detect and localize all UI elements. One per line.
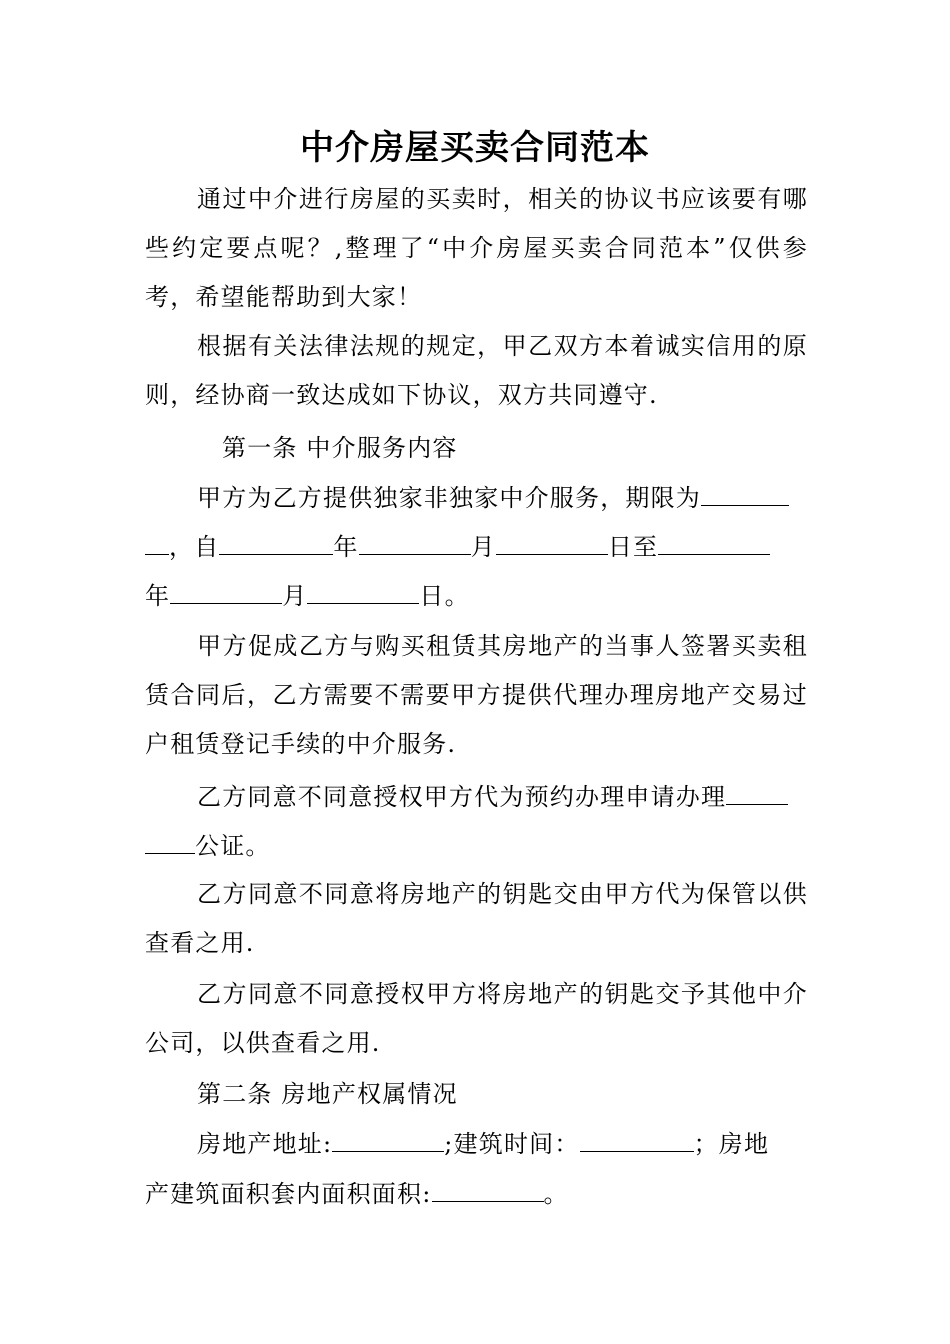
area-blank bbox=[432, 1171, 544, 1202]
article-2-line-2 bbox=[145, 1170, 808, 1219]
notary-prefix: 乙方同意不同意授权甲方代为预约办理申请办理 bbox=[197, 783, 727, 811]
article-1-term-line-1 bbox=[145, 474, 808, 523]
term-prefix: 甲方为乙方提供独家非独家中介服务，期限为 bbox=[197, 484, 701, 512]
article-1-term-line-3 bbox=[145, 572, 808, 621]
start-day-blank bbox=[496, 524, 608, 555]
article-1-paragraph-5: 乙方同意不同意授权甲方将房地产的钥匙交予其他中介公司，以供查看之用. bbox=[145, 980, 808, 1057]
notary-suffix: 公证。 bbox=[195, 832, 271, 860]
end-day-blank bbox=[307, 573, 419, 604]
article-1-paragraph-2: 甲方促成乙方与购买租赁其房地产的当事人签署买卖租赁合同后，乙方需要不需要甲方提供代理办理房地产交易过户租赁登记手续的中介服务. bbox=[145, 632, 808, 758]
article-2-heading: 第二条 房地产权属情况 bbox=[197, 1080, 458, 1108]
end-year-label: 年 bbox=[145, 582, 171, 610]
document-title: 中介房屋买卖合同范本 bbox=[300, 128, 650, 168]
term-comma-from: ，自 bbox=[169, 533, 220, 561]
address-label: 房地产地址: bbox=[197, 1130, 333, 1158]
article-1-notary-line-1 bbox=[145, 773, 808, 822]
term-blank bbox=[701, 475, 789, 506]
end-day-label: 日。 bbox=[419, 582, 470, 610]
article-2-line-1 bbox=[145, 1120, 808, 1169]
start-month-blank bbox=[359, 524, 471, 555]
end-year-blank bbox=[658, 524, 770, 555]
year-label: 年 bbox=[333, 533, 359, 561]
article-1-notary-line-2 bbox=[145, 822, 808, 871]
area-end: 。 bbox=[543, 1180, 569, 1208]
build-time-blank bbox=[580, 1121, 694, 1152]
area-label: 产建筑面积套内面积面积: bbox=[145, 1180, 432, 1208]
intro-paragraph: 通过中介进行房屋的买卖时，相关的协议书应该要有哪些约定要点呢？,整理了“中介房屋买卖合同范本”仅供参考，希望能帮助到大家！ bbox=[145, 185, 808, 311]
area-label-start: ；房地 bbox=[693, 1130, 770, 1158]
preamble-paragraph: 根据有关法律法规的规定，甲乙双方本着诚实信用的原则，经协商一致达成如下协议，双方共同遵守. bbox=[145, 332, 808, 409]
end-month-blank bbox=[170, 573, 282, 604]
article-1-paragraph-4: 乙方同意不同意将房地产的钥匙交由甲方代为保管以供查看之用. bbox=[145, 880, 808, 957]
address-blank bbox=[332, 1121, 444, 1152]
month-label: 月 bbox=[470, 533, 496, 561]
start-year-blank bbox=[219, 524, 333, 555]
notary-blank bbox=[726, 774, 788, 805]
article-1-term-line-2 bbox=[145, 523, 808, 572]
article-1-heading: 第一条 中介服务内容 bbox=[222, 434, 458, 462]
end-month-label: 月 bbox=[282, 582, 308, 610]
term-blank-continued bbox=[145, 524, 169, 555]
build-time-label: ;建筑时间： bbox=[444, 1130, 580, 1158]
day-to-label: 日至 bbox=[607, 533, 659, 561]
notary-blank-continued bbox=[145, 823, 195, 854]
